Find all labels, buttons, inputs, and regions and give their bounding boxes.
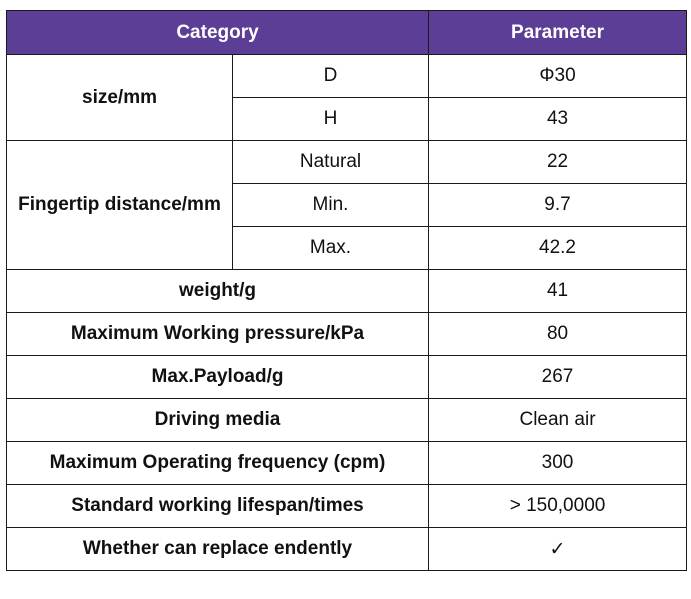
row-label: Maximum Operating frequency (cpm) [7, 442, 429, 485]
row-value: 300 [429, 442, 687, 485]
fingertip-value: 9.7 [429, 184, 687, 227]
row-label: Max.Payload/g [7, 356, 429, 399]
row-label: weight/g [7, 270, 429, 313]
table-row [7, 55, 687, 98]
table-row [7, 141, 687, 184]
table-row [7, 399, 687, 442]
parameter-header: Parameter [429, 11, 687, 55]
row-value: > 150,0000 [429, 485, 687, 528]
table-row [7, 442, 687, 485]
table-row [7, 270, 687, 313]
row-value: 80 [429, 313, 687, 356]
table-row [7, 528, 687, 571]
check-mark-icon: ✓ [429, 528, 687, 571]
spec-table [6, 10, 687, 571]
table-row [7, 313, 687, 356]
size-label: size/mm [7, 55, 233, 141]
category-header: Category [7, 11, 429, 55]
fingertip-value: 42.2 [429, 227, 687, 270]
fingertip-label: Fingertip distance/mm [7, 141, 233, 270]
row-value: 41 [429, 270, 687, 313]
row-value: 267 [429, 356, 687, 399]
row-label: Driving media [7, 399, 429, 442]
fingertip-value: 22 [429, 141, 687, 184]
table-header-row [7, 11, 687, 55]
row-label: Standard working lifespan/times [7, 485, 429, 528]
fingertip-sub-label: Max. [233, 227, 429, 270]
fingertip-sub-label: Min. [233, 184, 429, 227]
row-label: Whether can replace endently [7, 528, 429, 571]
row-value: Clean air [429, 399, 687, 442]
row-label: Maximum Working pressure/kPa [7, 313, 429, 356]
table-row [7, 485, 687, 528]
size-value: 43 [429, 98, 687, 141]
size-sub-label: H [233, 98, 429, 141]
size-value: Φ30 [429, 55, 687, 98]
size-sub-label: D [233, 55, 429, 98]
fingertip-sub-label: Natural [233, 141, 429, 184]
table-row [7, 356, 687, 399]
